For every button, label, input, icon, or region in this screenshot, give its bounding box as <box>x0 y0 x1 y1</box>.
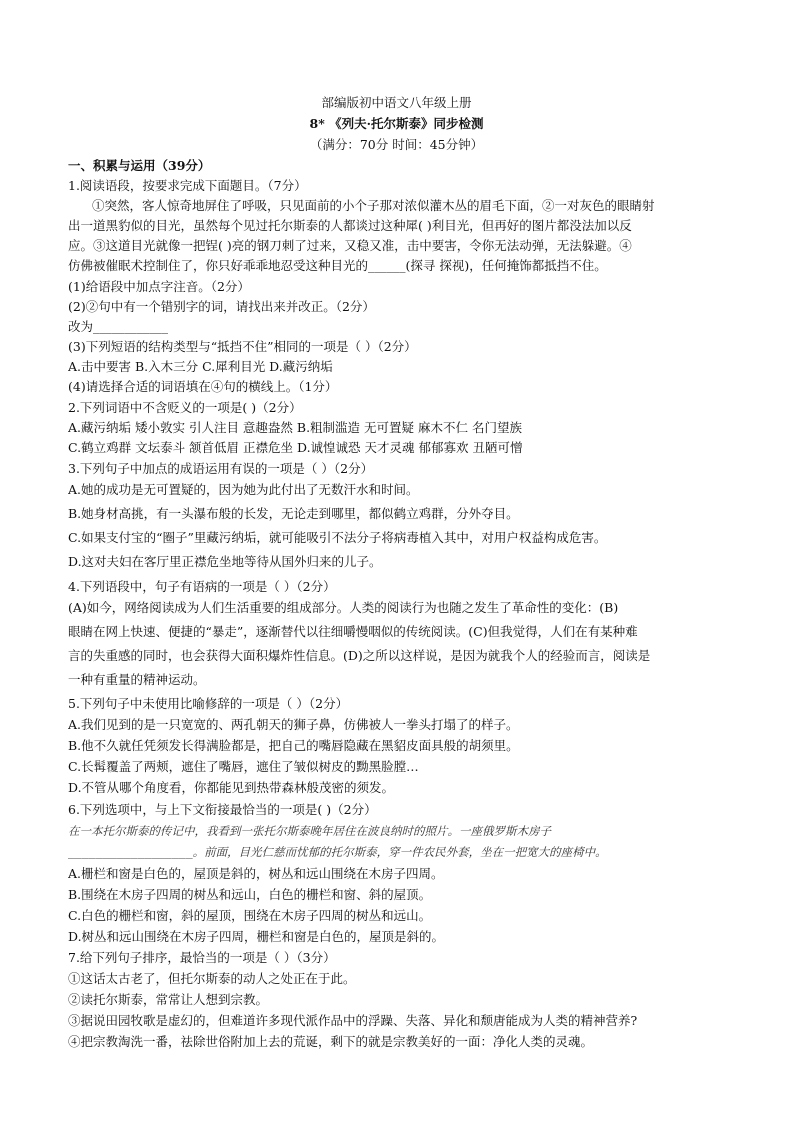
q7-stem: 7.给下列句子排序，最恰当的一项是（ ）（3分） <box>68 950 336 965</box>
q6-stem: 6.下列选项中，与上下文衔接最恰当的一项是( )（2分） <box>68 802 377 817</box>
q2-option: C.鹤立鸡群 文坛泰斗 颔首低眉 正襟危坐 D.诚惶诚恐 天才灵魂 郁郁寡欢 丑陋可憎 <box>68 440 523 455</box>
q4-para: 眼睛在网上快速、便捷的“暴走”，逐渐替代以往细嚼慢咽似的传统阅读。(C)但我觉得，人们在有某种难 <box>68 624 638 639</box>
q1-sub: (1)给语段中加点字注音。（2分） <box>68 279 250 294</box>
q1-sub: 改为____________ <box>68 319 169 334</box>
q1-sub: (3)下列短语的结构类型与“抵挡不住”相同的一项是（ ）（2分） <box>68 339 417 354</box>
q6-option: B.围绕在木房子四周的树丛和远山，白色的栅栏和窗、斜的屋顶。 <box>68 887 432 902</box>
q4-para: 言的失重感的同时，也会获得大面积爆炸性信息。(D)之所以这样说，是因为就我个人的经验而言，阅读是 <box>68 648 651 663</box>
q6-option: D.树丛和远山围绕在木房子四周，栅栏和窗是白色的，屋顶是斜的。 <box>68 929 445 944</box>
q3-option: B.她身材高挑，有一头瀑布般的长发，无论走到哪里，都似鹤立鸡群，分外夺目。 <box>68 506 519 521</box>
q2-option: A.藏污纳垢 矮小敦实 引人注目 意趣盎然 B.粗制滥造 无可置疑 麻木不仁 名门望族 <box>68 420 522 435</box>
q5-option: D.不管从哪个角度看，你都能见到热带森林般茂密的须发。 <box>68 780 395 795</box>
q3-option: A.她的成功是无可置疑的，因为她为此付出了无数汗水和时间。 <box>68 482 419 497</box>
q6-option: C.白色的栅栏和窗，斜的屋顶，围绕在木房子四周的树丛和远山。 <box>68 908 432 923</box>
q1-para: 应。③这道目光就像一把锃( )亮的钢刀刺了过来，又稳又准，击中要害，令你无法动弹，无法躲避。④ <box>68 238 632 253</box>
doc-title: 部编版初中语文八年级上册 <box>321 95 472 110</box>
q1-options: A.击中要害 B.入木三分 C.犀利目光 D.藏污纳垢 <box>68 359 333 374</box>
q7-sentence: ①这话太古老了，但托尔斯泰的动人之处正在于此。 <box>68 971 356 986</box>
q3-option: C.如果支付宝的“圈子”里藏污纳垢，就可能吸引不法分子将病毒植入其中，对用户权益构成危害。 <box>68 530 607 545</box>
q5-option: C.长髯覆盖了两颊，遮住了嘴唇，遮住了皱似树皮的黝黑脸膛… <box>68 759 419 774</box>
q6-option: A.栅栏和窗是白色的，屋顶是斜的，树丛和远山围绕在木房子四周。 <box>68 866 444 881</box>
q3-stem: 3.下列句子中加点的成语运用有误的一项是（ ）（2分） <box>68 461 374 476</box>
q4-stem: 4.下列语段中，句子有语病的一项是（ ）（2分） <box>68 579 336 594</box>
q1-para: 出一道黑豹似的目光，虽然每个见过托尔斯泰的人都谈过这种犀( )利目光，但再好的图片都没法加以反 <box>68 218 632 233</box>
q1-sub: (2)②句中有一个错别字的词，请找出来并改正。（2分） <box>68 299 375 314</box>
q6-passage: __________________。前面，目光仁慈而忧郁的托尔斯泰，穿一件农民外套，坐在一把宽大的座椅中。 <box>68 845 607 859</box>
q1-para: 仿佛被催眠术控制住了，你只好乖乖地忍受这种目光的______(探寻 探视)，任何掩饰都抵挡不住。 <box>68 258 607 273</box>
q4-para: 一种有重量的精神运动。 <box>68 672 206 687</box>
doc-info: （满分：70分 时间：45分钟） <box>309 137 484 152</box>
q5-option: A.我们见到的是一只宽宽的、两孔朝天的狮子鼻，仿佛被人一拳头打塌了的样子。 <box>68 717 519 732</box>
q2-stem: 2.下列词语中不含贬义的一项是( )（2分） <box>68 400 302 415</box>
doc-subtitle: 8* 《列夫·托尔斯泰》同步检测 <box>309 116 484 131</box>
q1-para: ①突然，客人惊奇地屏住了呼吸，只见面前的小个子那对浓似灌木丛的眉毛下面，②一对灰色的眼睛射 <box>92 198 655 213</box>
section-heading: 一、积累与运用（39分） <box>68 158 211 173</box>
q7-sentence: ④把宗教淘洗一番，祛除世俗附加上去的荒诞，剩下的就是宗教美好的一面：净化人类的灵魂。 <box>68 1034 594 1049</box>
q6-passage: 在一本托尔斯泰的传记中，我看到一张托尔斯泰晚年居住在波良纳时的照片。一座俄罗斯木房子 <box>68 824 551 838</box>
q1-stem: 1.阅读语段，按要求完成下面题目。（7分） <box>68 178 307 193</box>
q4-para: (A)如今，网络阅读成为人们生活重要的组成部分。人类的阅读行为也随之发生了革命性的变化：(B) <box>68 600 619 615</box>
q1-sub: (4)请选择合适的词语填在④句的横线上。（1分） <box>68 379 338 394</box>
q7-sentence: ②读托尔斯泰，常常让人想到宗教。 <box>68 992 269 1007</box>
q7-sentence: ③据说田园牧歌是虚幻的，但难道许多现代派作品中的浮躁、失落、异化和颓唐能成为人类的精神营养? <box>68 1013 638 1028</box>
q3-option: D.这对夫妇在客厅里正襟危坐地等待从国外归来的儿子。 <box>68 554 382 569</box>
q5-option: B.他不久就任凭须发长得满脸都是，把自己的嘴唇隐藏在黑貂皮面具般的胡须里。 <box>68 738 519 753</box>
q5-stem: 5.下列句子中未使用比喻修辞的一项是（ ）（2分） <box>68 696 349 711</box>
